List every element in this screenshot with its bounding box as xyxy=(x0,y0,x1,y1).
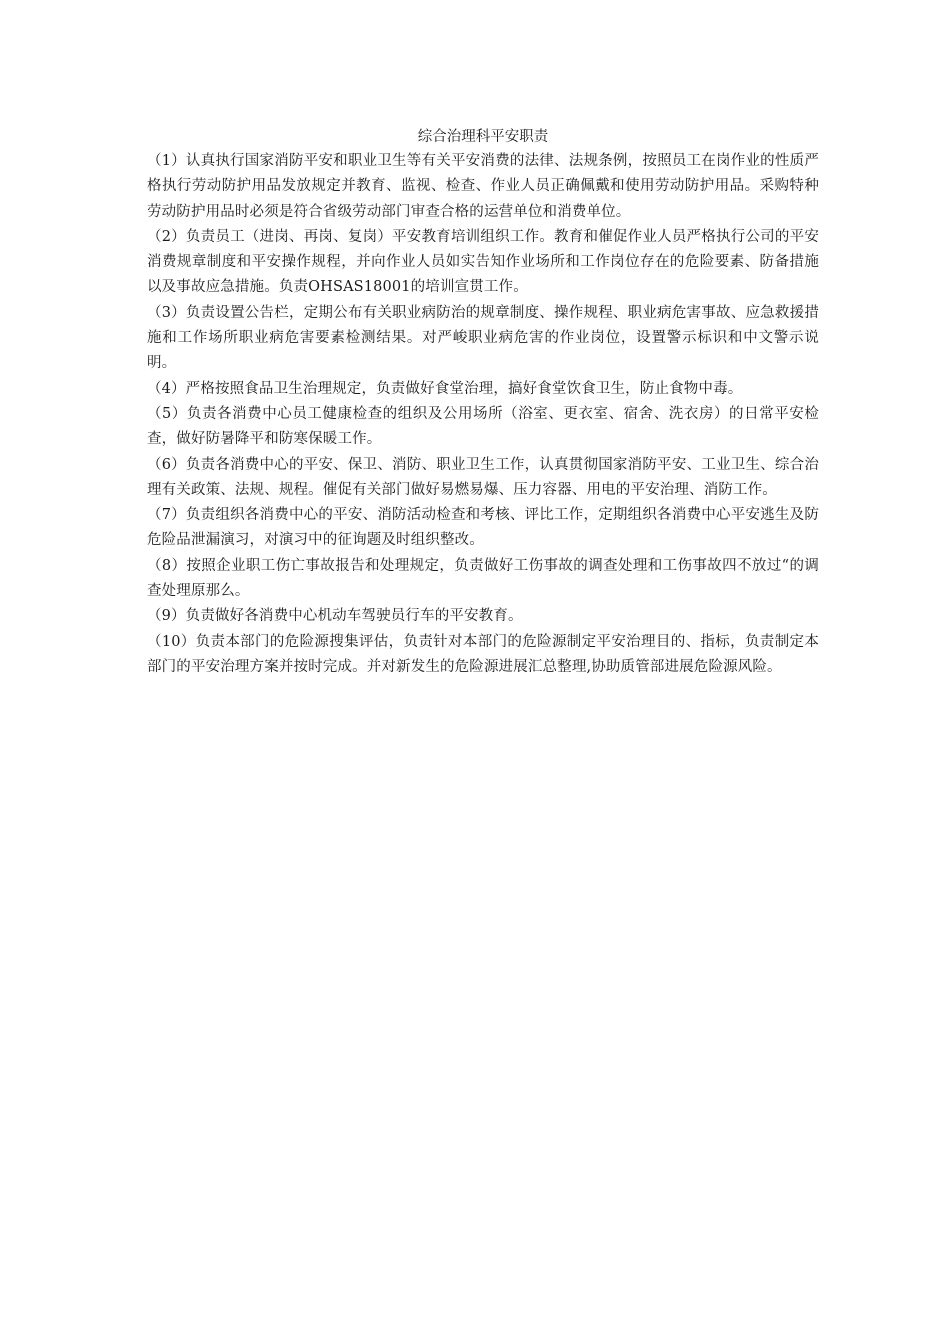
paragraph-5: （5）负责各消费中心员工健康检查的组织及公用场所（浴室、更衣室、宿舍、洗衣房）的日常平安检查，做好防暑降平和防寒保暖工作。 xyxy=(147,405,819,448)
paragraph-6: （6）负责各消费中心的平安、保卫、消防、职业卫生工作，认真贯彻国家消防平安、工业卫生、综合治理有关政策、法规、规程。催促有关部门做好易燃易爆、压力容器、用电的平安治理、消防工作。 xyxy=(147,456,819,498)
paragraph-9: （9）负责做好各消费中心机动车驾驶员行车的平安教育。 xyxy=(147,608,523,625)
paragraph-3: （3）负责设置公告栏，定期公布有关职业病防治的规章制度、操作规程、职业病危害事故、应急救援措施和工作场所职业病危害要素检测结果。对严峻职业病危害的作业岗位，设置警示标识和中文警示说明。 xyxy=(147,304,819,372)
paragraph-1: （1）认真执行国家消防平安和职业卫生等有关平安消费的法律、法规条例，按照员工在岗作业的性质严格执行劳动防护用品发放规定并教育、监视、检查、作业人员正确佩戴和使用劳动防护用品。采购特种劳动防护用品时必须是符合省级劳动部门审查合格的运营单位和消费单位。 xyxy=(147,153,819,220)
paragraph-10: （10）负责本部门的危险源搜集评估，负责针对本部门的危险源制定平安治理目的、指标，负责制定本部门的平安治理方案并按时完成。并对新发生的危险源进展汇总整理,协助质管部进展危险源风险。 xyxy=(147,633,819,675)
paragraph-7: （7）负责组织各消费中心的平安、消防活动检查和考核、评比工作，定期组织各消费中心平安逃生及防危险品泄漏演习，对演习中的征询题及时组织整改。 xyxy=(147,507,819,549)
paragraph-2: （2）负责员工（进岗、再岗、复岗）平安教育培训组织工作。教育和催促作业人员严格执行公司的平安消费规章制度和平安操作规程，并向作业人员如实告知作业场所和工作岗位存在的危险要素、防备措施以及事故应急措施。负责OHSAS18001的培训宣贯工作。 xyxy=(147,228,819,296)
document-body xyxy=(147,125,819,680)
paragraph-4: （4）严格按照食品卫生治理规定，负责做好食堂治理，搞好食堂饮食卫生，防止食物中毒。 xyxy=(147,380,743,397)
document-title: 综合治理科平安职责 xyxy=(417,129,549,145)
paragraph-8: （8）按照企业职工伤亡事故报告和处理规定，负责做好工伤事故的调查处理和工伤事故四不放过“的调查处理原那么。 xyxy=(147,557,819,600)
